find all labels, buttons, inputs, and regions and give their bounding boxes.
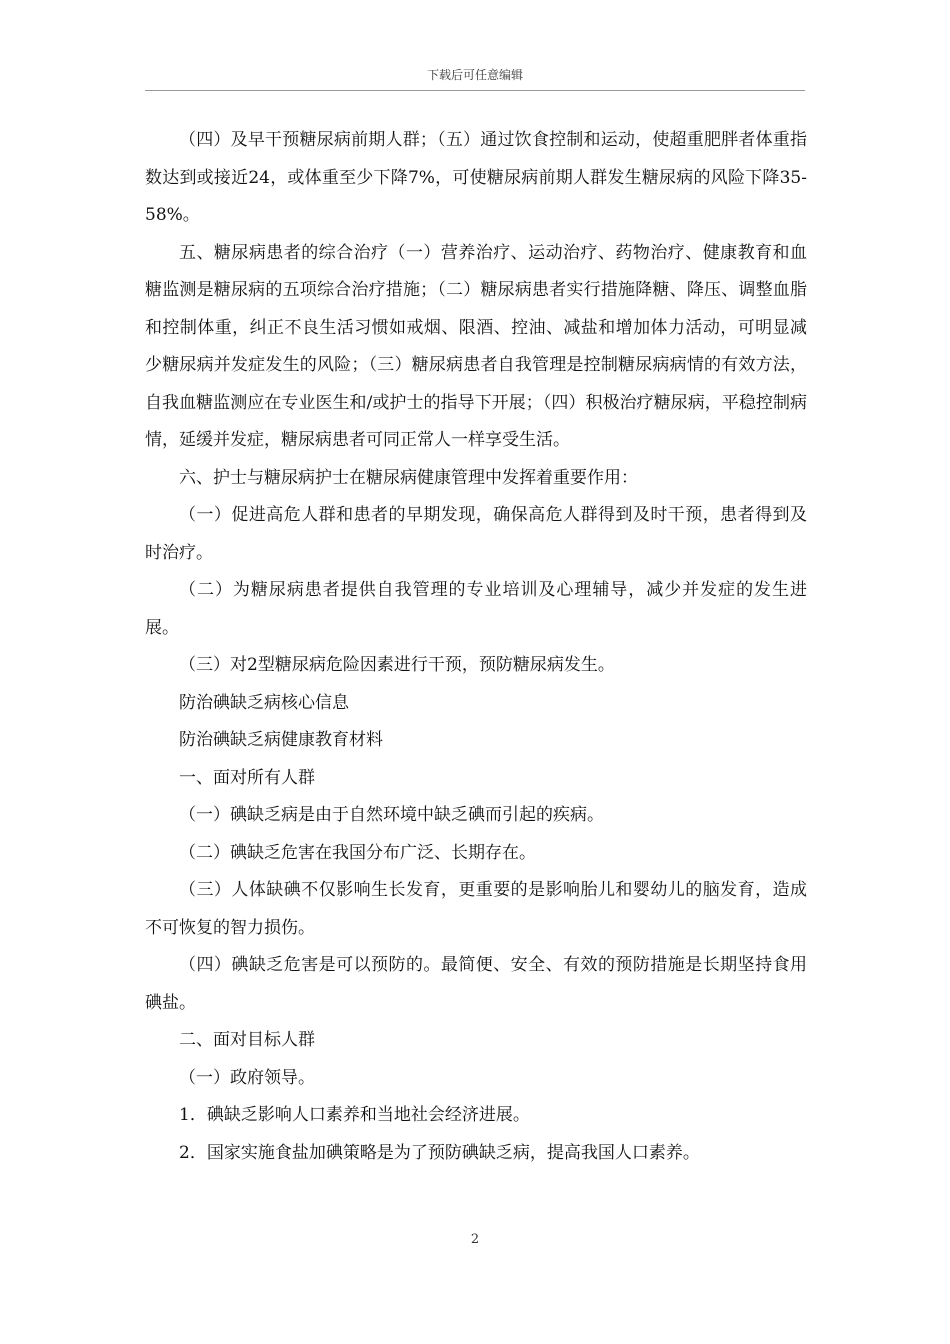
paragraph: （三）人体缺碘不仅影响生长发育，更重要的是影响胎儿和婴幼儿的脑发育，造成不可恢复的智力损伤。 bbox=[145, 880, 807, 938]
page-number: 2 bbox=[470, 1232, 480, 1247]
section-title: 防治碘缺乏病健康教育材料 bbox=[179, 730, 383, 750]
paragraph: 2．国家实施食盐加碘策略是为了预防碘缺乏病，提高我国人口素养。 bbox=[179, 1142, 700, 1163]
paragraph: （一）碘缺乏病是由于自然环境中缺乏碘而引起的疾病。 bbox=[179, 805, 604, 825]
section-title: 防治碘缺乏病核心信息 bbox=[179, 692, 349, 713]
page-header: 下载后可任意编辑 bbox=[426, 68, 523, 82]
paragraph: （二）为糖尿病患者提供自我管理的专业培训及心理辅导，减少并发症的发生进展。 bbox=[145, 580, 807, 638]
paragraph: （一）促进高危人群和患者的早期发现，确保高危人群得到及时干预，患者得到及时治疗。 bbox=[145, 505, 807, 563]
paragraph: （二）碘缺乏危害在我国分布广泛、长期存在。 bbox=[179, 842, 536, 863]
paragraph: 1．碘缺乏影响人口素养和当地社会经济进展。 bbox=[179, 1105, 530, 1125]
paragraph: （三）对2型糖尿病危险因素进行干预，预防糖尿病发生。 bbox=[179, 655, 615, 675]
header-divider bbox=[145, 90, 805, 91]
paragraph: 二、面对目标人群 bbox=[179, 1030, 315, 1050]
document-body bbox=[145, 122, 807, 1172]
paragraph: 一、面对所有人群 bbox=[179, 767, 315, 788]
paragraph: （四）及早干预糖尿病前期人群；（五）通过饮食控制和运动，使超重肥胖者体重指数达到或接近24，或体重至少下降7%，可使糖尿病前期人群发生糖尿病的风险下降35-58%。 bbox=[145, 130, 807, 225]
paragraph: （一）政府领导。 bbox=[179, 1067, 315, 1088]
paragraph: 六、护士与糖尿病护士在糖尿病健康管理中发挥着重要作用： bbox=[179, 467, 638, 488]
paragraph: 五、糖尿病患者的综合治疗（一）营养治疗、运动治疗、药物治疗、健康教育和血糖监测是糖尿病的五项综合治疗措施；（二）糖尿病患者实行措施降糖、降压、调整血脂和控制体重，纠正不良生活习惯如戒烟、限酒、控油、减盐和增加体力活动，可明显减少糖尿病并发症发生的风险；（三）糖尿病患者自我管理是控制糖尿病病情的有效方法，自我血糖监测应在专业医生和/或护士的指导下开展；（四）积极治疗糖尿病，平稳控制病情，延缓并发症，糖尿病患者可同正常人一样享受生活。 bbox=[145, 242, 807, 450]
paragraph: （四）碘缺乏危害是可以预防的。最简便、安全、有效的预防措施是长期坚持食用碘盐。 bbox=[145, 955, 807, 1013]
